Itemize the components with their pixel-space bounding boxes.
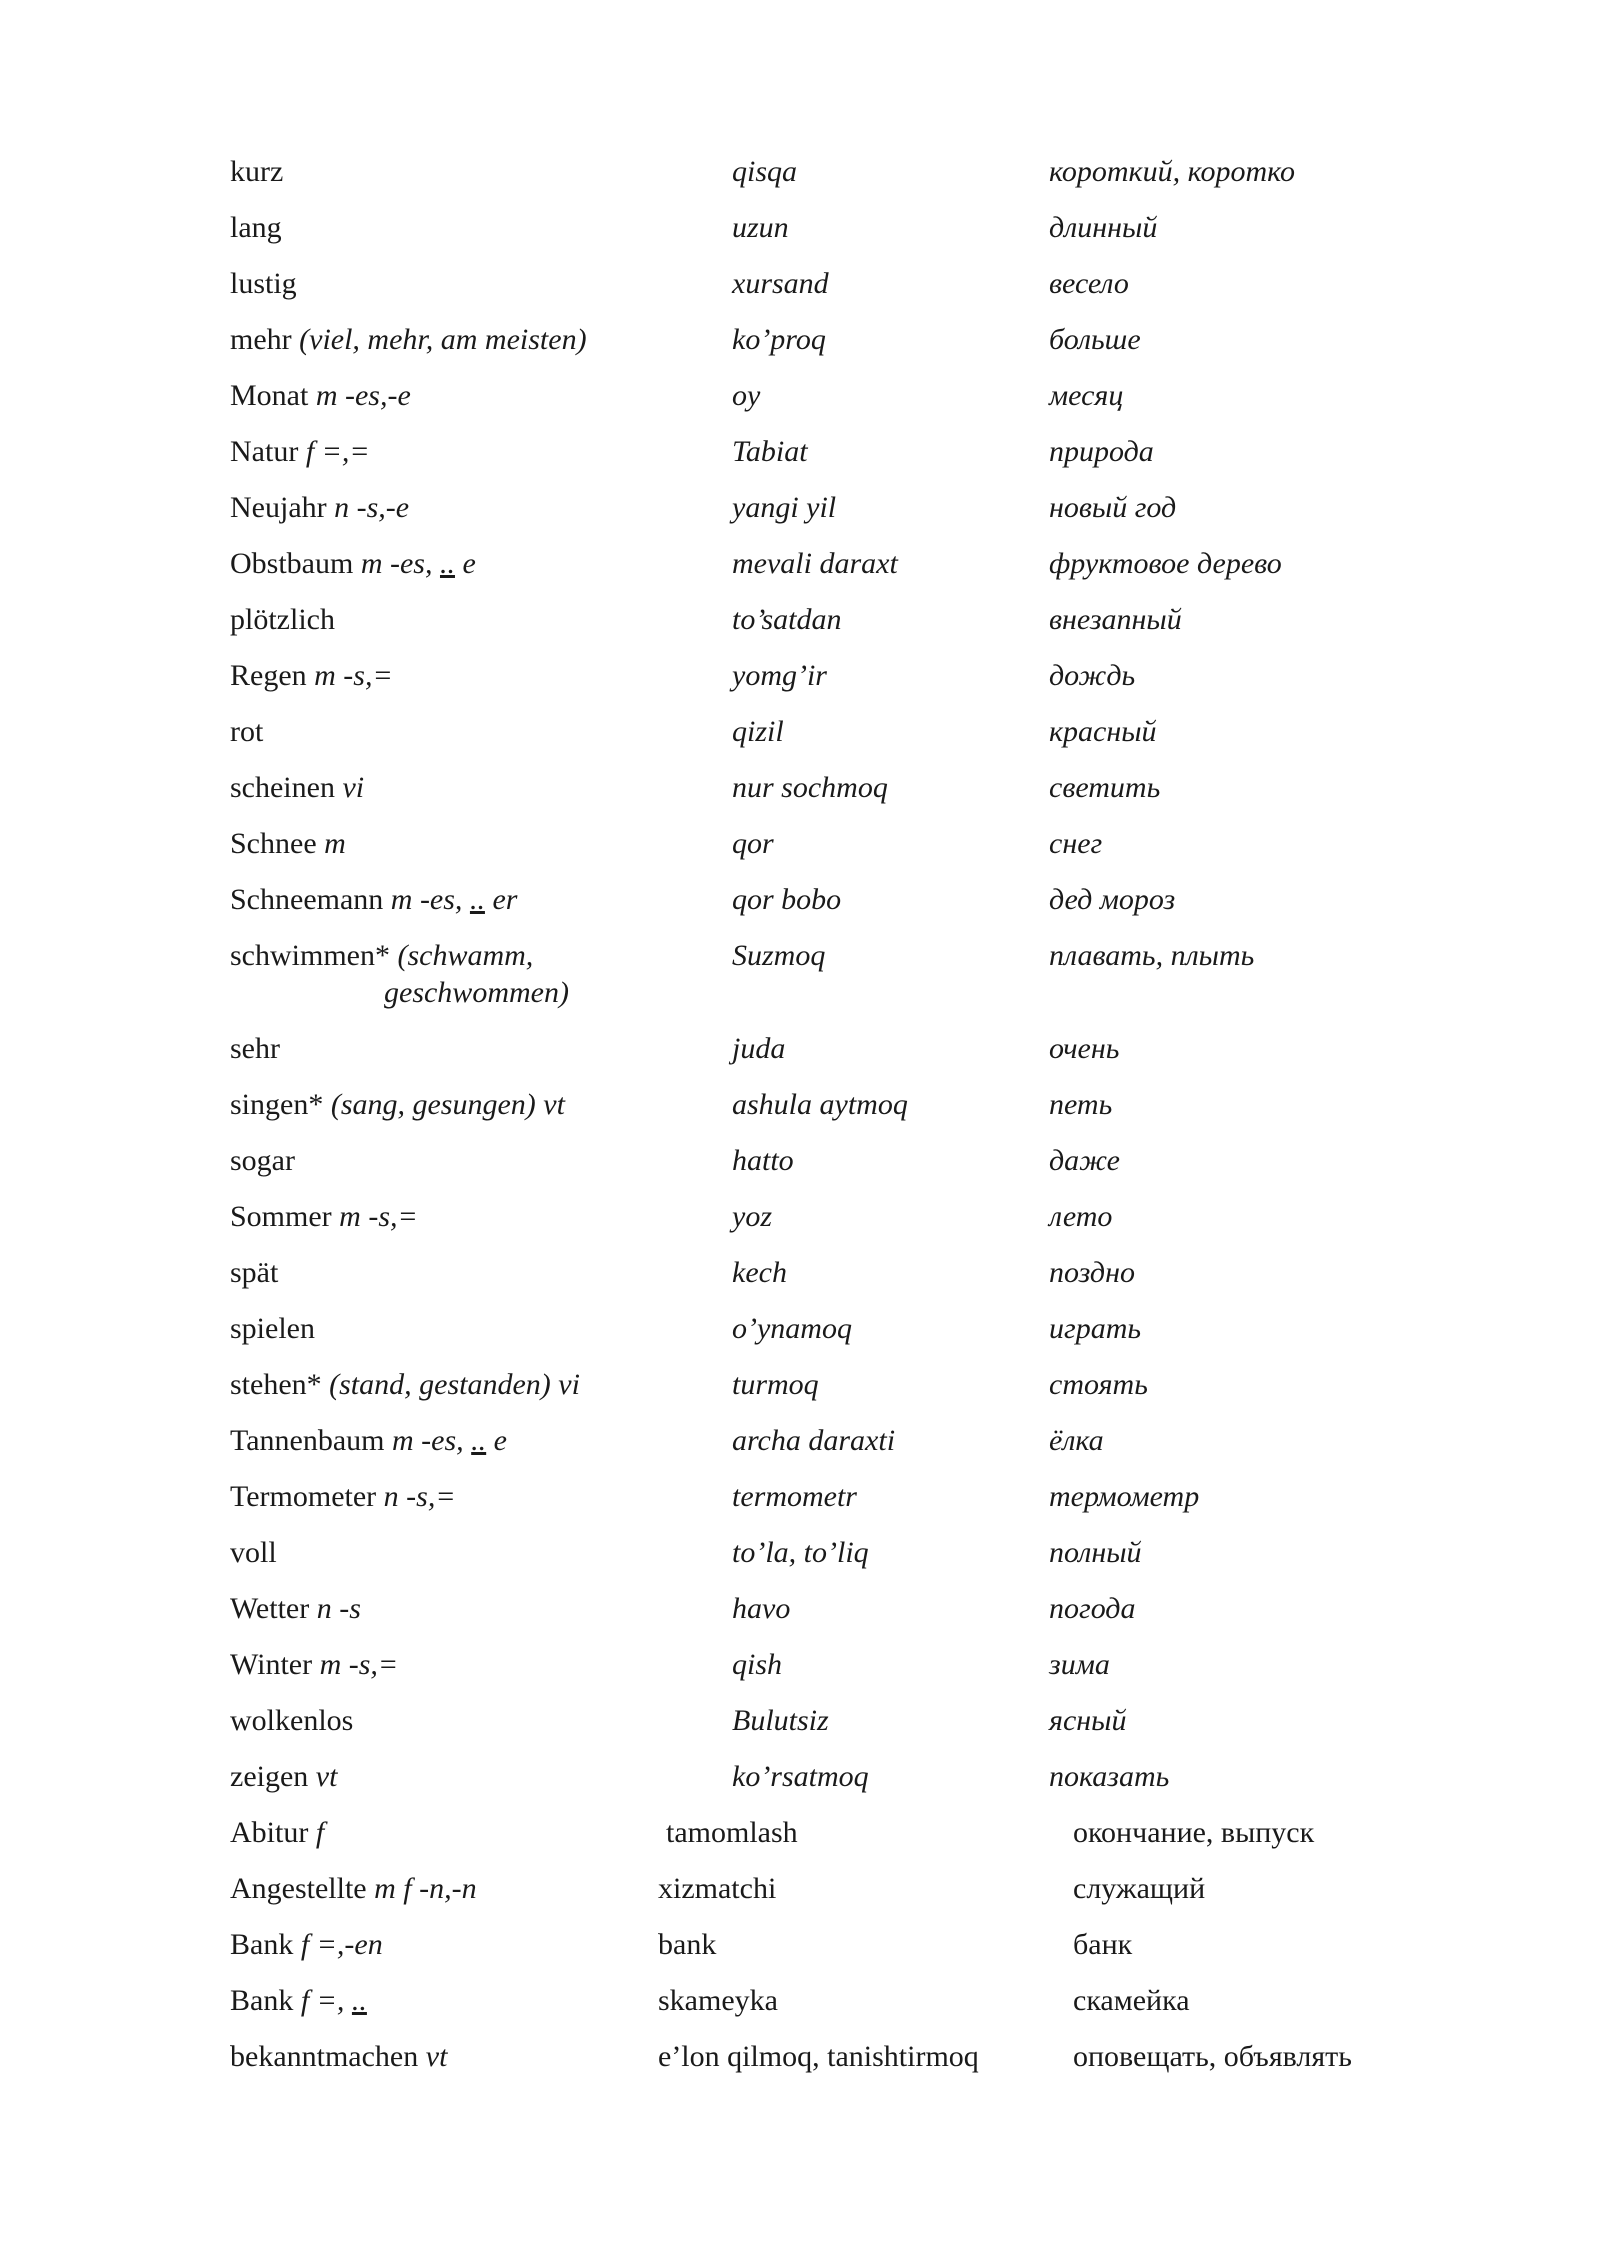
grammar-info: m -s,= [339, 1200, 418, 1233]
russian-translation: длинный [1049, 211, 1158, 244]
german-word: sehr [230, 1032, 280, 1065]
umlaut-mark: .. [469, 883, 485, 916]
german-word: Natur [230, 435, 299, 468]
uzbek-translation: hatto [732, 1144, 794, 1177]
german-entry [230, 1142, 295, 1179]
vocab-row [230, 769, 1430, 825]
plural-suffix: e [462, 547, 476, 580]
uzbek-translation: oy [732, 379, 761, 412]
uzbek-translation: ko’rsatmoq [732, 1760, 869, 1793]
german-word: bekanntmachen [230, 2040, 419, 2073]
german-entry [230, 657, 393, 694]
vocab-row [230, 545, 1430, 601]
german-entry [230, 1198, 418, 1235]
german-word: mehr [230, 323, 292, 356]
german-word: lustig [230, 267, 297, 300]
german-word: Bank [230, 1928, 294, 1961]
russian-translation: петь [1049, 1088, 1113, 1121]
german-word: Regen [230, 659, 307, 692]
german-word: zeigen [230, 1760, 309, 1793]
uzbek-translation: qor [732, 827, 774, 860]
grammar-info: n -s,-e [334, 491, 410, 524]
german-entry [230, 937, 569, 1011]
grammar-info: (stand, gestanden) vi [329, 1368, 580, 1401]
german-word: Schnee [230, 827, 317, 860]
vocab-row [230, 825, 1430, 881]
uzbek-translation: uzun [732, 211, 789, 244]
german-word: Tannenbaum [230, 1424, 385, 1457]
uzbek-translation: nur sochmoq [732, 771, 888, 804]
german-entry [230, 1702, 353, 1739]
uzbek-translation: archa daraxti [732, 1424, 896, 1457]
german-entry [230, 1982, 367, 2019]
russian-translation: стоять [1049, 1368, 1148, 1401]
russian-translation: поздно [1049, 1256, 1135, 1289]
german-entry [230, 1310, 315, 1347]
uzbek-translation: xizmatchi [658, 1872, 777, 1905]
german-entry [230, 1926, 383, 1963]
german-word: plötzlich [230, 603, 335, 636]
russian-translation: фруктовое дерево [1049, 547, 1282, 580]
uzbek-translation: qor bobo [732, 883, 842, 916]
german-word: scheinen [230, 771, 335, 804]
uzbek-translation: tamomlash [666, 1816, 798, 1849]
russian-translation: играть [1049, 1312, 1142, 1345]
uzbek-translation: bank [658, 1928, 717, 1961]
russian-translation: дед мороз [1049, 883, 1176, 916]
german-word: singen* [230, 1088, 324, 1121]
german-word: spielen [230, 1312, 315, 1345]
uzbek-translation: to’la, to’liq [732, 1536, 869, 1569]
russian-translation: внезапный [1049, 603, 1182, 636]
german-word: Neujahr [230, 491, 327, 524]
german-entry [230, 713, 263, 750]
german-entry [230, 1814, 324, 1851]
vocab-row [230, 1982, 1430, 2038]
vocab-row [230, 657, 1430, 713]
german-word: schwimmen* [230, 939, 390, 972]
russian-translation: скамейка [1073, 1984, 1190, 2017]
uzbek-translation: yoz [732, 1200, 772, 1233]
uzbek-translation: to’satdan [732, 603, 842, 636]
plural-suffix: e [493, 1424, 507, 1457]
german-entry [230, 2038, 447, 2075]
german-entry [230, 1646, 398, 1683]
uzbek-translation: skameyka [658, 1984, 778, 2017]
grammar-info: m [324, 827, 346, 860]
russian-translation: оповещать, объявлять [1073, 2040, 1352, 2073]
german-word: kurz [230, 155, 284, 188]
uzbek-translation: o’ynamoq [732, 1312, 852, 1345]
vocab-row [230, 1030, 1430, 1086]
german-word: Bank [230, 1984, 294, 2017]
uzbek-translation: ko’proq [732, 323, 826, 356]
vocab-row [230, 1814, 1430, 1870]
german-entry [230, 1030, 280, 1067]
grammar-info: n -s [316, 1592, 361, 1625]
grammar-info: f [315, 1816, 325, 1849]
german-word: Termometer [230, 1480, 377, 1513]
german-entry [230, 377, 411, 414]
vocab-row [230, 1758, 1430, 1814]
vocab-row [230, 881, 1430, 937]
russian-translation: окончание, выпуск [1073, 1816, 1315, 1849]
vocab-row [230, 433, 1430, 489]
russian-translation: погода [1049, 1592, 1136, 1625]
german-word: Angestellte [230, 1872, 367, 1905]
vocab-row [230, 1646, 1430, 1702]
russian-translation: даже [1049, 1144, 1121, 1177]
german-word: spät [230, 1256, 279, 1289]
plural-suffix: er [492, 883, 518, 916]
german-word: sogar [230, 1144, 295, 1177]
uzbek-translation: xursand [732, 267, 829, 300]
umlaut-mark: .. [351, 1984, 367, 2017]
russian-translation: весело [1049, 267, 1129, 300]
german-entry [230, 545, 476, 582]
russian-translation: полный [1049, 1536, 1142, 1569]
russian-translation: лето [1049, 1200, 1113, 1233]
vocab-row [230, 489, 1430, 545]
german-entry [230, 265, 297, 302]
russian-translation: банк [1073, 1928, 1133, 1961]
russian-translation: показать [1049, 1760, 1170, 1793]
german-word: Obstbaum [230, 547, 354, 580]
german-entry [230, 1086, 565, 1123]
russian-translation: месяц [1049, 379, 1124, 412]
russian-translation: дождь [1049, 659, 1136, 692]
uzbek-translation: yangi yil [732, 491, 837, 524]
russian-translation: снег [1049, 827, 1103, 860]
grammar-info: vt [315, 1760, 338, 1793]
russian-translation: служащий [1073, 1872, 1206, 1905]
russian-translation: природа [1049, 435, 1154, 468]
grammar-info-cont: geschwommen) [384, 976, 569, 1009]
german-entry [230, 1366, 580, 1403]
grammar-info: (sang, gesungen) vt [330, 1088, 565, 1121]
uzbek-translation: mevali daraxt [732, 547, 898, 580]
russian-translation: ёлка [1049, 1424, 1104, 1457]
german-entry [230, 1422, 507, 1459]
russian-translation: плавать, плыть [1049, 939, 1255, 972]
vocab-row [230, 1086, 1430, 1142]
vocab-row [230, 1926, 1430, 1982]
german-word: lang [230, 211, 282, 244]
grammar-info: m -es,-e [315, 379, 411, 412]
vocab-row [230, 1870, 1430, 1926]
vocab-row [230, 1702, 1430, 1758]
uzbek-translation: yomg’ir [732, 659, 827, 692]
german-entry [230, 825, 346, 862]
german-entry [230, 1758, 337, 1795]
german-entry [230, 601, 335, 638]
uzbek-translation: ashula aytmoq [732, 1088, 908, 1121]
german-entry [230, 489, 409, 526]
vocab-row [230, 377, 1430, 433]
german-entry [230, 209, 282, 246]
uzbek-translation: juda [732, 1032, 786, 1065]
german-entry [230, 1534, 277, 1571]
vocab-row [230, 265, 1430, 321]
german-entry [230, 1590, 361, 1627]
grammar-info: m -s,= [319, 1648, 399, 1681]
vocab-row [230, 1254, 1430, 1310]
german-entry [230, 881, 517, 918]
german-word: voll [230, 1536, 277, 1569]
german-word: stehen* [230, 1368, 322, 1401]
russian-translation: зима [1049, 1648, 1110, 1681]
grammar-info: n -s,= [383, 1480, 456, 1513]
german-entry [230, 153, 283, 190]
russian-translation: очень [1049, 1032, 1120, 1065]
uzbek-translation: kech [732, 1256, 787, 1289]
vocab-row [230, 1422, 1430, 1478]
uzbek-translation: qisqa [732, 155, 798, 188]
vocab-row [230, 713, 1430, 769]
uzbek-translation: Suzmoq [732, 939, 826, 972]
german-word: Sommer [230, 1200, 332, 1233]
vocab-row [230, 2038, 1430, 2094]
grammar-info: f =, [300, 1984, 345, 2017]
german-word: Wetter [230, 1592, 310, 1625]
uzbek-translation: e’lon qilmoq, tanishtirmoq [658, 2040, 979, 2073]
german-entry [230, 1870, 477, 1907]
vocab-row [230, 1198, 1430, 1254]
grammar-info: vi [342, 771, 365, 804]
grammar-info: m f -n,-n [374, 1872, 477, 1905]
vocab-row [230, 1534, 1430, 1590]
vocab-row [230, 1366, 1430, 1422]
vocab-row [230, 1478, 1430, 1534]
german-entry [230, 769, 364, 806]
uzbek-translation: qizil [732, 715, 784, 748]
vocab-row [230, 601, 1430, 657]
uzbek-translation: turmoq [732, 1368, 819, 1401]
grammar-info: f =,= [305, 435, 370, 468]
german-entry [230, 433, 370, 470]
vocab-row [230, 937, 1430, 1009]
russian-translation: больше [1049, 323, 1141, 356]
german-word: wolkenlos [230, 1704, 354, 1737]
russian-translation: новый год [1049, 491, 1177, 524]
vocab-row [230, 1310, 1430, 1366]
vocab-row [230, 321, 1430, 377]
german-word: Monat [230, 379, 309, 412]
uzbek-translation: Bulutsiz [732, 1704, 829, 1737]
uzbek-translation: qish [732, 1648, 783, 1681]
german-word: Abitur [230, 1816, 309, 1849]
german-word: Schneemann [230, 883, 384, 916]
russian-translation: красный [1049, 715, 1157, 748]
vocab-row [230, 1590, 1430, 1646]
grammar-info: m -es, [390, 883, 463, 916]
german-entry [230, 321, 587, 358]
uzbek-translation: termometr [732, 1480, 857, 1513]
umlaut-mark: .. [471, 1424, 487, 1457]
vocab-row [230, 153, 1430, 209]
vocab-row [230, 209, 1430, 265]
grammar-info: vt [425, 2040, 448, 2073]
vocab-row [230, 1142, 1430, 1198]
russian-translation: светить [1049, 771, 1161, 804]
uzbek-translation: Tabiat [732, 435, 808, 468]
german-word: rot [230, 715, 264, 748]
russian-translation: короткий, коротко [1049, 155, 1296, 188]
grammar-info: (schwamm, [397, 939, 534, 972]
grammar-info: m -es, [360, 547, 433, 580]
german-word: Winter [230, 1648, 313, 1681]
grammar-info: f =,-en [300, 1928, 383, 1961]
russian-translation: ясный [1049, 1704, 1127, 1737]
german-entry [230, 1254, 278, 1291]
umlaut-mark: .. [439, 547, 455, 580]
grammar-info: (viel, mehr, am meisten) [299, 323, 587, 356]
german-entry [230, 1478, 456, 1515]
russian-translation: термометр [1049, 1480, 1200, 1513]
uzbek-translation: havo [732, 1592, 791, 1625]
grammar-info: m -es, [392, 1424, 464, 1457]
grammar-info: m -s,= [314, 659, 393, 692]
